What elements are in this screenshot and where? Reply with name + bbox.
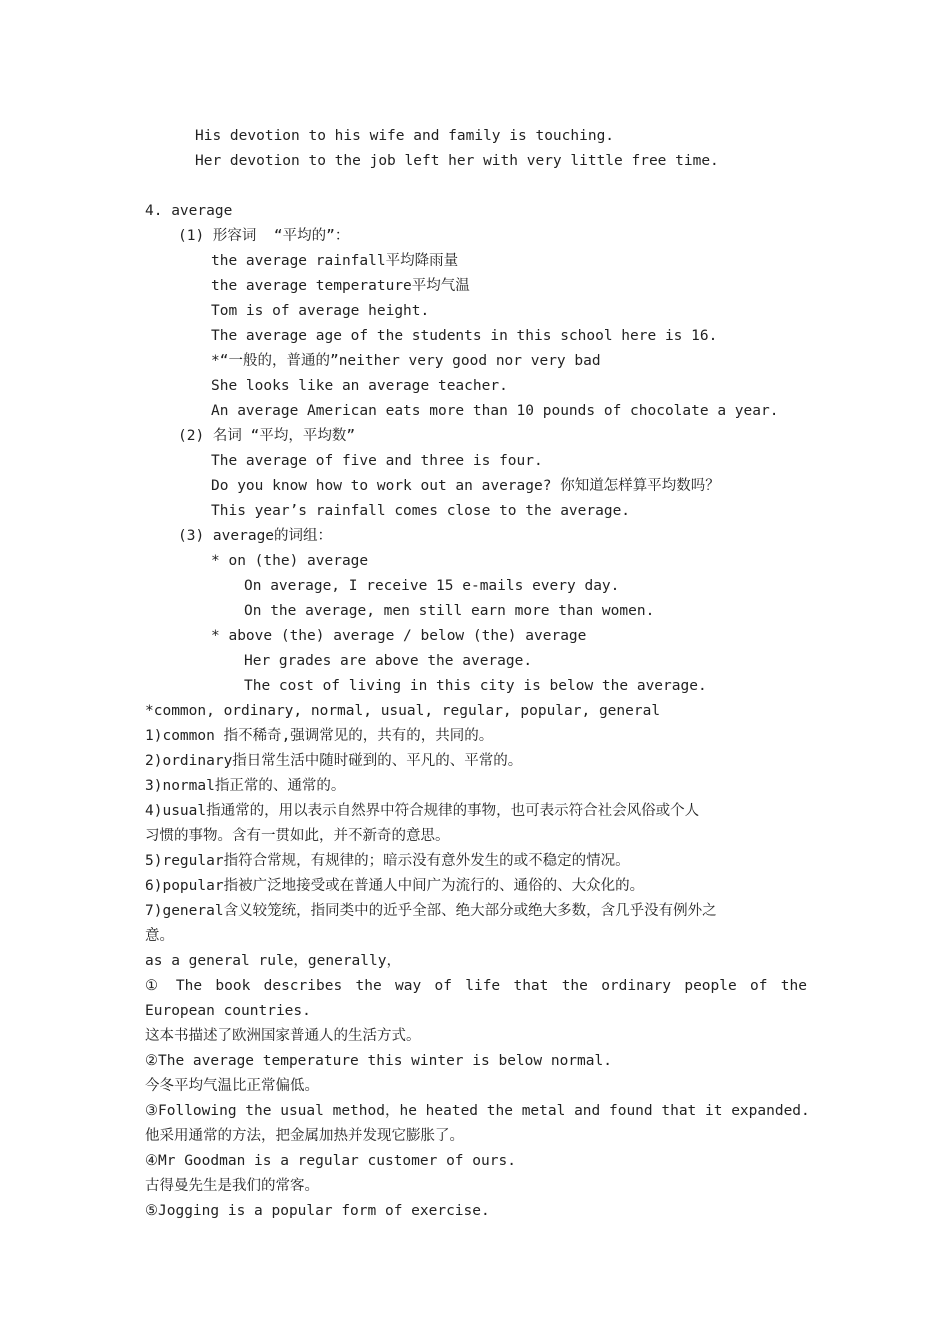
definition-line: 4)usual指通常的，用以表示自然界中符合规律的事物，也可表示符合社会风俗或个人 xyxy=(145,803,700,819)
example-line: This year’s rainfall comes close to the average. xyxy=(211,503,631,519)
example-line: On the average, men still earn more than women. xyxy=(244,603,655,619)
example-sentence: ④Mr Goodman is a regular customer of ours. xyxy=(145,1153,516,1169)
translation-line: 古得曼先生是我们的常客。 xyxy=(145,1178,319,1194)
example-line: Do you know how to work out an average? 你知道怎样算平均数吗？ xyxy=(211,478,720,494)
example-sentence: ⑤Jogging is a popular form of exercise. xyxy=(145,1203,490,1219)
example-line: An average American eats more than 10 pounds of chocolate a year. xyxy=(211,403,779,419)
example-line: the average rainfall平均降雨量 xyxy=(211,253,459,269)
subheading: (1) 形容词 “平均的”： xyxy=(178,228,350,244)
example-sentence: ③Following the usual method，he heated the metal and found that it expanded. xyxy=(145,1103,810,1119)
translation-line: 他采用通常的方法，把金属加热并发现它膨胀了。 xyxy=(145,1128,464,1144)
example-line: the average temperature平均气温 xyxy=(211,278,470,294)
subheading: (2) 名词 “平均，平均数” xyxy=(178,428,356,444)
example-line: The average of five and three is four. xyxy=(211,453,543,469)
translation-line: 今冬平均气温比正常偏低。 xyxy=(145,1078,319,1094)
example-line: *“一般的，普通的”neither very good nor very bad xyxy=(211,353,601,369)
example-line: The average age of the students in this school here is 16. xyxy=(211,328,718,344)
example-sentence: Her devotion to the job left her with very little free time. xyxy=(195,153,719,169)
definition-line: 1)common 指不稀奇,强调常见的，共有的，共同的。 xyxy=(145,728,494,744)
example-line: Tom is of average height. xyxy=(211,303,430,319)
example-sentence: His devotion to his wife and family is touching. xyxy=(195,128,615,144)
definition-line: 7)general含义较笼统，指同类中的近乎全部、绝大部分或绝大多数，含几乎没有例外之 xyxy=(145,903,717,919)
definition-line: 意。 xyxy=(145,928,174,944)
definition-line: 5)regular指符合常规，有规律的；暗示没有意外发生的或不稳定的情况。 xyxy=(145,853,630,869)
section-heading: 4. average xyxy=(145,203,233,219)
phrase-line: as a general rule，generally， xyxy=(145,953,401,969)
example-line: The cost of living in this city is below the average. xyxy=(244,678,707,694)
example-sentence: ① The book describes the way of life that the ordinary people of the European countries. xyxy=(145,978,807,1019)
definition-line: 2)ordinary指日常生活中随时碰到的、平凡的、平常的。 xyxy=(145,753,523,769)
definition-line: 3)normal指正常的、通常的。 xyxy=(145,778,346,794)
phrase-heading: * above (the) average / below (the) average xyxy=(211,628,587,644)
definition-line: 6)popular指被广泛地接受或在普通人中间广为流行的、通俗的、大众化的。 xyxy=(145,878,645,894)
example-line: She looks like an average teacher. xyxy=(211,378,508,394)
example-line: Her grades are above the average. xyxy=(244,653,533,669)
definition-line: 习惯的事物。含有一贯如此，并不新奇的意思。 xyxy=(145,828,450,844)
translation-line: 这本书描述了欧洲国家普通人的生活方式。 xyxy=(145,1028,421,1044)
phrase-heading: * on (the) average xyxy=(211,553,369,569)
synonym-heading: *common, ordinary, normal, usual, regular, popular, general xyxy=(145,703,661,719)
example-line: On average, I receive 15 e-mails every day. xyxy=(244,578,620,594)
example-sentence: ②The average temperature this winter is below normal. xyxy=(145,1053,612,1069)
subheading: (3) average的词组： xyxy=(178,528,333,544)
